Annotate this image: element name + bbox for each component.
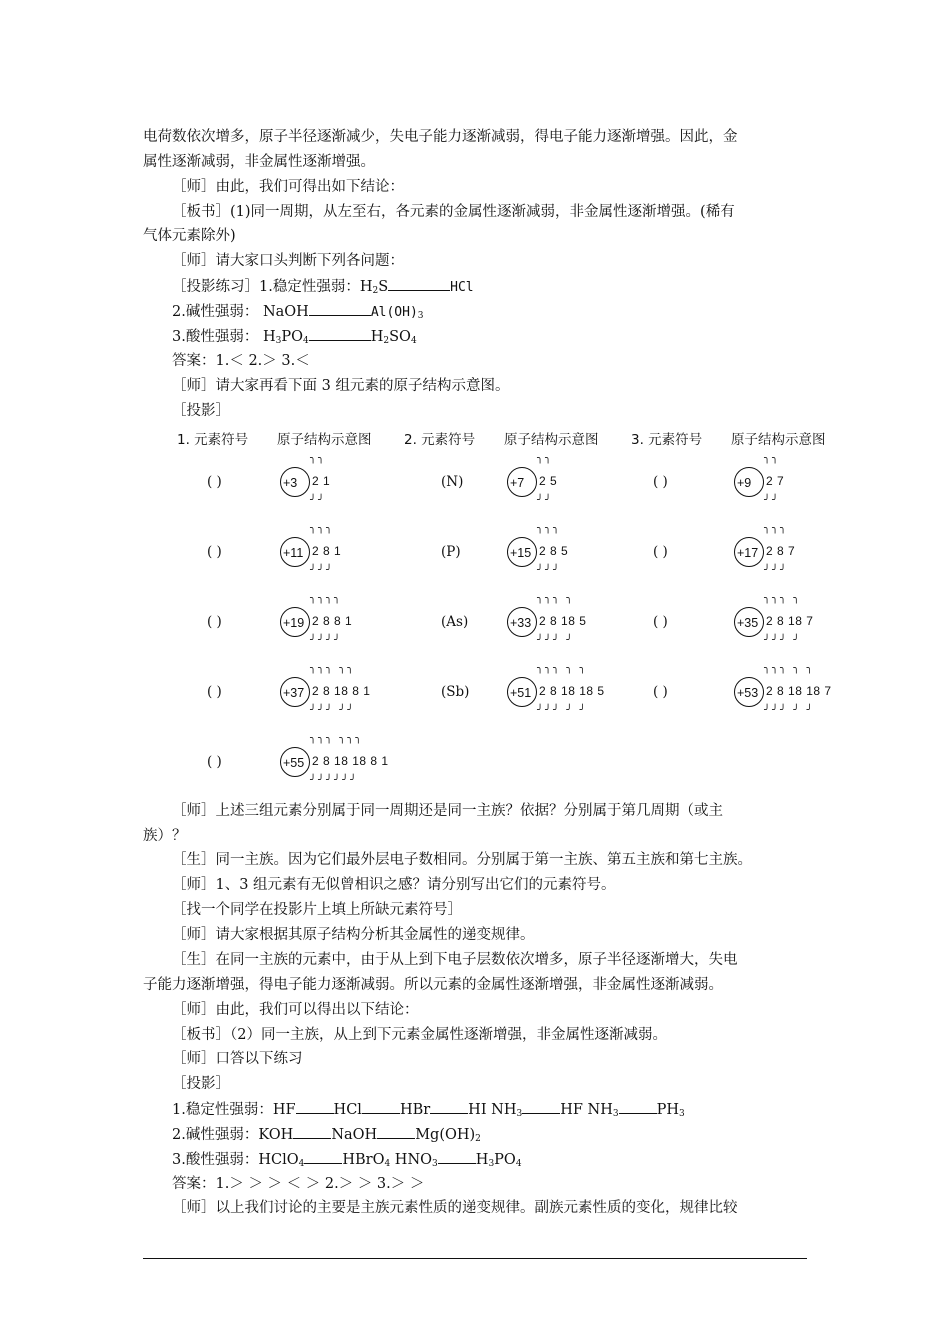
text-line: ［投影］	[172, 1076, 230, 1092]
exercise-line: 2.碱性强弱： NaOH $Al(OH)_3$	[172, 301, 424, 326]
footer-rule	[143, 1258, 807, 1259]
answer-line: 答案：1.＞ ＞ ＞ ＜ ＞ 2.＞ ＞ 3.＞ ＞	[172, 1176, 425, 1192]
shell-arcs: ╯╯╯	[537, 565, 562, 576]
shell-arcs: ╯╯╯	[764, 565, 789, 576]
text-line: ［板书］（2）同一主族，从上到下元素金属性逐渐增强，非金属性逐渐减弱。	[172, 1027, 667, 1043]
element-symbol: ( )	[653, 544, 668, 560]
shell-arcs: ╯╯╯ ╯	[537, 635, 575, 646]
shell-arcs: ╮╮╮ ╮	[537, 593, 575, 604]
atom-diagram	[280, 451, 460, 515]
electron-shells: 2 1	[312, 474, 331, 488]
column-header: 1. 元素符号	[177, 432, 249, 448]
column-header: 原子结构示意图	[731, 432, 826, 448]
text-line: 子能力逐渐增强，得电子能力逐渐减弱。所以元素的金属性逐渐增强，非金属性逐渐减弱。	[143, 977, 723, 993]
text-line: ［师］口答以下练习	[172, 1051, 303, 1067]
element-symbol: ( )	[207, 754, 222, 770]
text-line: ［生］在同一主族的元素中，由于从上到下电子层数依次增多，原子半径逐渐增大，失电	[172, 952, 738, 968]
exercise-line: 3.酸性强弱： $H_3PO_4$ $H_2SO_4$	[172, 326, 417, 351]
atom-diagram	[280, 591, 460, 655]
shell-arcs: ╯╯╯╯	[310, 635, 343, 646]
electron-shells: 2 8 18 7	[766, 614, 814, 628]
shell-arcs: ╮╮╮╮	[310, 593, 343, 604]
nucleus: +7	[507, 467, 537, 497]
shell-arcs: ╯╯	[310, 495, 327, 506]
exercise-line: 2.碱性强弱：KOH NaOH $Mg(OH)_2$	[172, 1124, 481, 1149]
shell-arcs: ╮╮	[764, 453, 781, 464]
text-line: ［投影］	[172, 403, 230, 419]
electron-shells: 2 5	[539, 474, 558, 488]
text-line: 属性逐渐减弱，非金属性逐渐增强。	[143, 154, 375, 170]
nucleus: +17	[734, 537, 764, 567]
shell-arcs: ╮╮╮ ╮	[764, 593, 802, 604]
element-symbol: ( )	[207, 684, 222, 700]
shell-arcs: ╯╯╯ ╯ ╯	[537, 705, 588, 716]
atom-diagram	[280, 521, 460, 585]
atom-diagram	[734, 451, 914, 515]
exercise-line: ［投影练习］1.稳定性强弱：$H_2S$ HCl	[172, 276, 474, 301]
text-line: 电荷数依次增多，原子半径逐渐减少，失电子能力逐渐减弱，得电子能力逐渐增强。因此，金	[143, 129, 738, 145]
electron-shells: 2 7	[766, 474, 785, 488]
text-line: ［师］1、3 组元素有无似曾相识之感？请分别写出它们的元素符号。	[172, 877, 616, 893]
text-line: ［师］请大家口头判断下列各问题：	[172, 253, 404, 269]
shell-arcs: ╮╮╮	[310, 523, 335, 534]
element-symbol: (P)	[441, 544, 461, 560]
text-line: 气体元素除外)	[143, 228, 236, 244]
atom-diagram	[280, 731, 460, 795]
shell-arcs: ╯╯	[537, 495, 554, 506]
element-symbol: (N)	[441, 474, 464, 490]
text-line: ［生］同一主族。因为它们最外层电子数相同。分别属于第一主族、第五主族和第七主族。	[172, 852, 752, 868]
text-line: ［板书］(1)同一周期，从左至右，各元素的金属性逐渐减弱，非金属性逐渐增强。(稀有	[172, 204, 735, 220]
shell-arcs: ╮╮╮ ╮╮╮	[310, 733, 364, 744]
element-symbol: (As)	[441, 614, 469, 630]
nucleus: +37	[280, 677, 310, 707]
nucleus: +19	[280, 607, 310, 637]
nucleus: +11	[280, 537, 310, 567]
shell-arcs: ╯╯╯╯╯╯	[310, 775, 359, 786]
element-symbol: ( )	[207, 614, 222, 630]
answer-line: 答案：1.＜ 2.＞ 3.＜	[172, 353, 310, 369]
nucleus: +35	[734, 607, 764, 637]
nucleus: +9	[734, 467, 764, 497]
text-line: ［师］上述三组元素分别属于同一周期还是同一主族？依据？分别属于第几周期（或主	[172, 803, 723, 819]
electron-shells: 2 8 18 8 1	[312, 684, 371, 698]
shell-arcs: ╯╯╯	[310, 565, 335, 576]
exercise-line: 1.稳定性强弱：HF HCl HBr HI $NH_3$ HF $NH_3$ $PH_3$	[172, 1099, 685, 1124]
text-line: 族）？	[143, 828, 187, 844]
electron-shells: 2 8 5	[539, 544, 569, 558]
shell-arcs: ╮╮╮ ╮ ╮	[537, 663, 588, 674]
atom-diagram	[507, 591, 687, 655]
shell-arcs: ╯╯╯ ╯ ╯	[764, 705, 815, 716]
text-line: ［师］请大家再看下面 3 组元素的原子结构示意图。	[172, 378, 510, 394]
text-line: ［找一个同学在投影片上填上所缺元素符号］	[172, 902, 462, 918]
column-header: 2. 元素符号	[404, 432, 476, 448]
element-symbol: ( )	[653, 474, 668, 490]
shell-arcs: ╮╮╮	[764, 523, 789, 534]
electron-shells: 2 8 7	[766, 544, 796, 558]
atom-diagram	[280, 661, 460, 725]
column-header: 3. 元素符号	[631, 432, 703, 448]
shell-arcs: ╮╮╮ ╮╮	[310, 663, 356, 674]
nucleus: +53	[734, 677, 764, 707]
electron-shells: 2 8 8 1	[312, 614, 353, 628]
element-symbol: (Sb)	[441, 684, 470, 700]
element-symbol: ( )	[207, 474, 222, 490]
atom-diagram	[734, 661, 849, 725]
electron-shells: 2 8 18 18 7	[766, 684, 832, 698]
text-line: ［师］请大家根据其原子结构分析其金属性的递变规律。	[172, 927, 535, 943]
nucleus: +33	[507, 607, 537, 637]
shell-arcs: ╯╯	[764, 495, 781, 506]
element-symbol: ( )	[653, 614, 668, 630]
atom-diagram	[734, 591, 914, 655]
shell-arcs: ╯╯╯ ╯╯	[310, 705, 356, 716]
text-line: ［师］由此，我们可得出如下结论：	[172, 179, 404, 195]
electron-shells: 2 8 18 18 5	[539, 684, 605, 698]
column-header: 原子结构示意图	[504, 432, 599, 448]
electron-shells: 2 8 1	[312, 544, 342, 558]
nucleus: +51	[507, 677, 537, 707]
shell-arcs: ╮╮	[310, 453, 327, 464]
element-symbol: ( )	[207, 544, 222, 560]
nucleus: +15	[507, 537, 537, 567]
column-header: 原子结构示意图	[277, 432, 372, 448]
element-symbol: ( )	[653, 684, 668, 700]
shell-arcs: ╯╯╯ ╯	[764, 635, 802, 646]
nucleus: +55	[280, 747, 310, 777]
atom-diagram	[734, 521, 914, 585]
shell-arcs: ╮╮	[537, 453, 554, 464]
exercise-line: 3.酸性强弱：HClO$_4$ HBrO$_4$ $HNO_3$ $H_3PO_4$	[172, 1149, 522, 1174]
shell-arcs: ╮╮╮	[537, 523, 562, 534]
atom-diagram	[507, 661, 687, 725]
nucleus: +3	[280, 467, 310, 497]
electron-shells: 2 8 18 5	[539, 614, 587, 628]
atom-diagram	[507, 451, 687, 515]
text-line: ［师］由此，我们可以得出以下结论：	[172, 1002, 419, 1018]
shell-arcs: ╮╮╮ ╮ ╮	[764, 663, 815, 674]
atom-diagram	[507, 521, 687, 585]
text-line: ［师］以上我们讨论的主要是主族元素性质的递变规律。副族元素性质的变化，规律比较	[172, 1200, 738, 1216]
electron-shells: 2 8 18 18 8 1	[312, 754, 389, 768]
